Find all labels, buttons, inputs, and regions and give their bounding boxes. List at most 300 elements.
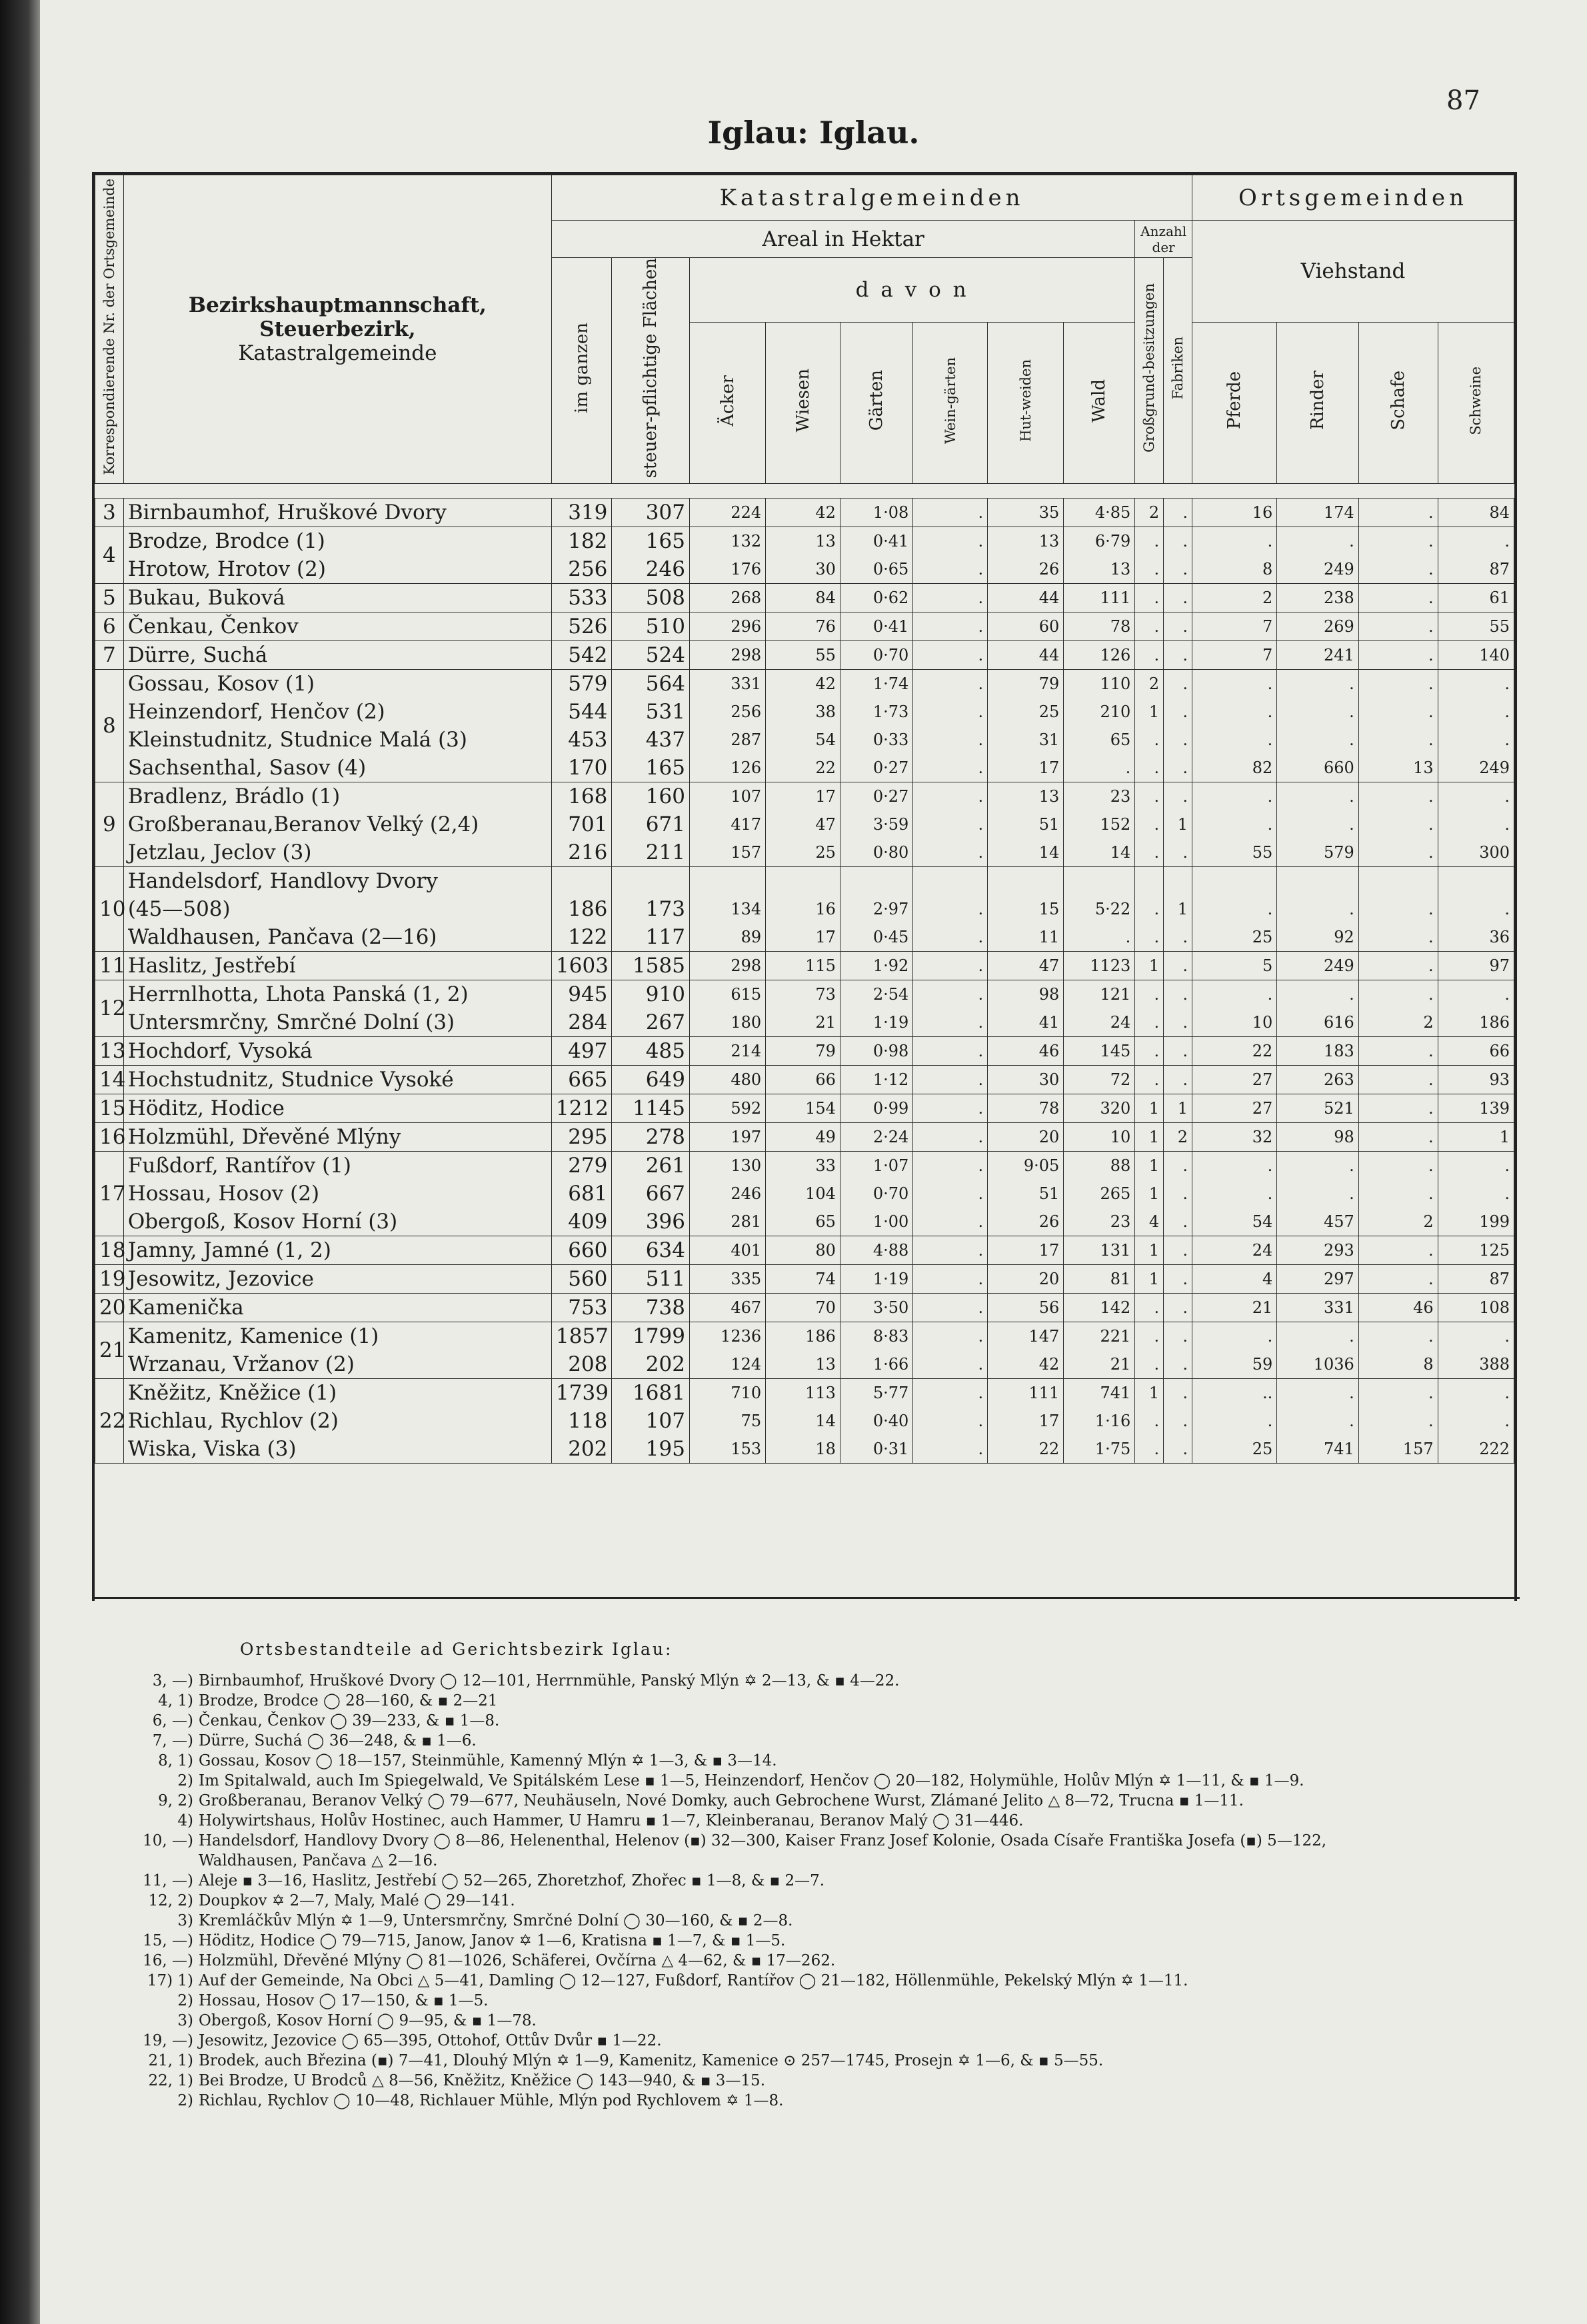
area-wald-cell: [1064, 1322, 1135, 1379]
count-fabriken: .: [1182, 1440, 1188, 1459]
count-schweine: .: [1504, 532, 1510, 551]
count-schafe-cell: [1358, 1037, 1438, 1066]
count-schweine: .: [1504, 1412, 1510, 1431]
area-taxable: 165: [645, 529, 685, 554]
count-grossgrund: .: [1154, 1327, 1160, 1346]
count-grossgrund: 2: [1148, 503, 1160, 523]
count-schweine: .: [1504, 985, 1510, 1004]
count-schafe: 2: [1423, 1212, 1434, 1232]
area-hutweiden: 17: [1038, 1412, 1060, 1431]
count-schafe: .: [1428, 560, 1434, 579]
count-schafe: .: [1428, 1384, 1434, 1403]
area-total: 319: [568, 501, 608, 525]
count-pferde: 27: [1252, 1070, 1273, 1090]
area-taxable: 437: [645, 728, 685, 752]
area-wald: 6·79: [1094, 532, 1131, 551]
area-taxable: 202: [645, 1352, 685, 1377]
count-fabriken-cell: [1164, 527, 1192, 584]
area-gaerten: 0·41: [872, 532, 909, 551]
table-row: [95, 1236, 1514, 1265]
area-total-cell: [552, 612, 612, 641]
footnote-id: 3): [177, 2012, 193, 2029]
area-wald: .: [1125, 928, 1131, 947]
area-wald: 131: [1100, 1241, 1131, 1260]
area-weingaerten: .: [978, 1241, 984, 1260]
area-hutweiden: 14: [1038, 843, 1060, 862]
district-name-cell: [123, 670, 551, 782]
footnote-line: [140, 1831, 1540, 1851]
count-schafe: .: [1428, 588, 1434, 608]
header-district: Bezirkshauptmannschaft, Steuerbezirk, Katastralgemeinde: [123, 175, 551, 484]
count-schafe: .: [1428, 1128, 1434, 1147]
area-hutweiden-cell: [988, 499, 1064, 527]
footnote-id: 19, —): [143, 2032, 193, 2049]
count-schweine: .: [1504, 730, 1510, 750]
count-fabriken: .: [1182, 1212, 1188, 1232]
count-pferde: .: [1267, 985, 1273, 1004]
area-weingaerten: .: [978, 1070, 984, 1090]
area-acker: 176: [731, 560, 762, 579]
count-fabriken: .: [1182, 985, 1188, 1004]
count-grossgrund: .: [1154, 1298, 1160, 1318]
count-pferde-cell: [1192, 1236, 1277, 1265]
area-wald-cell: [1064, 1037, 1135, 1066]
row-number: 10: [95, 867, 124, 952]
count-schweine: 87: [1489, 560, 1510, 579]
area-taxable-cell: [612, 1123, 690, 1152]
count-schafe: .: [1428, 1270, 1434, 1289]
count-pferde: 4: [1262, 1270, 1273, 1289]
header-correspondence-nr: Korrespondierende Nr. der Ortsgemeinde: [95, 175, 124, 484]
count-pferde: 55: [1252, 843, 1273, 862]
area-gaerten: 0·40: [872, 1412, 909, 1431]
count-rinder: .: [1349, 1327, 1354, 1346]
area-wald: 78: [1110, 617, 1131, 636]
area-total: 753: [568, 1296, 608, 1320]
count-schweine: .: [1504, 1384, 1510, 1403]
table-bottom-rule: [93, 1597, 1520, 1599]
area-weingaerten-cell: [913, 612, 988, 641]
count-pferde: .: [1267, 787, 1273, 806]
area-wald: 21: [1110, 1355, 1131, 1374]
table-row: [95, 1123, 1514, 1152]
count-schweine-cell: [1438, 641, 1514, 670]
count-schafe-cell: [1358, 527, 1438, 584]
count-rinder: .: [1349, 1184, 1354, 1204]
footnote-id: 7, —): [152, 1732, 193, 1749]
area-gaerten-cell: [840, 527, 912, 584]
area-wiesen: 65: [815, 1212, 836, 1232]
area-gaerten-cell: [840, 1037, 912, 1066]
count-grossgrund: .: [1154, 588, 1160, 608]
count-schweine-cell: [1438, 1379, 1514, 1464]
footnote-id: 4): [177, 1812, 193, 1829]
footnote-id: 9, 2): [158, 1792, 193, 1809]
area-wiesen: 80: [815, 1241, 836, 1260]
area-wald: 10: [1110, 1128, 1131, 1147]
area-weingaerten-cell: [913, 499, 988, 527]
count-schafe-cell: [1358, 584, 1438, 612]
count-rinder-cell: [1277, 584, 1358, 612]
district-name-cell: [123, 980, 551, 1037]
area-wiesen: 154: [805, 1099, 836, 1118]
area-wald: 121: [1100, 985, 1131, 1004]
area-taxable: 278: [645, 1125, 685, 1150]
area-taxable-cell: [612, 1236, 690, 1265]
area-hutweiden: 11: [1038, 928, 1060, 947]
area-wiesen-cell: [766, 1094, 840, 1123]
count-fabriken-cell: [1164, 499, 1192, 527]
area-taxable-cell: [612, 1066, 690, 1094]
area-weingaerten-cell: [913, 1152, 988, 1236]
count-schafe: .: [1428, 1184, 1434, 1204]
count-grossgrund: .: [1154, 843, 1160, 862]
count-schweine-cell: [1438, 1294, 1514, 1322]
footnote-text: Holzmühl, Dřevěné Mlýny ◯ 81—1026, Schäferei, Ovčírna △ 4—62, & ▪ 17—262.: [199, 1952, 836, 1969]
count-fabriken-cell: [1164, 1379, 1192, 1464]
count-rinder: 457: [1323, 1212, 1354, 1232]
area-gaerten: 3·59: [872, 815, 909, 834]
count-grossgrund-cell: [1135, 1123, 1164, 1152]
area-total: [556, 867, 607, 895]
district-name-cell: [123, 1322, 551, 1379]
count-schafe-cell: [1358, 1094, 1438, 1123]
area-taxable: 511: [645, 1267, 685, 1292]
area-total: 1857: [556, 1324, 609, 1349]
table-row: [95, 670, 1514, 782]
area-wiesen: 55: [815, 646, 836, 665]
area-total: 1739: [556, 1381, 609, 1406]
count-grossgrund: .: [1154, 900, 1160, 919]
district-name: Hochstudnitz, Studnice Vysoké: [127, 1068, 454, 1092]
area-acker-cell: [689, 1322, 765, 1379]
district-name: Haslitz, Jestřebí: [127, 954, 296, 978]
table-row: [95, 1037, 1514, 1066]
area-hutweiden-cell: [988, 584, 1064, 612]
count-grossgrund-cell: [1135, 527, 1164, 584]
area-wald: 320: [1100, 1099, 1131, 1118]
district-name-cell: [123, 527, 551, 584]
count-grossgrund-cell: [1135, 1037, 1164, 1066]
area-gaerten: 2·54: [872, 985, 909, 1004]
count-grossgrund-cell: [1135, 1094, 1164, 1123]
row-number: 4: [95, 527, 124, 584]
area-gaerten-cell: [840, 670, 912, 782]
count-schafe: .: [1428, 1327, 1434, 1346]
count-grossgrund: 2: [1148, 674, 1160, 694]
count-rinder-cell: [1277, 1123, 1358, 1152]
area-wiesen-cell: [766, 867, 840, 952]
area-total: 202: [568, 1437, 608, 1462]
table-row: [95, 952, 1514, 980]
header-schafe: Schafe: [1358, 323, 1438, 484]
district-name: Kamenitz, Kamenice (1): [127, 1324, 379, 1349]
area-taxable: 160: [645, 784, 685, 809]
footnote-text: Höditz, Hodice ◯ 79—715, Janow, Janov ✡ 1—6, Kratisna ▪ 1—7, & ▪ 1—5.: [199, 1932, 786, 1949]
count-fabriken-cell: [1164, 1322, 1192, 1379]
footnote-text: Obergoß, Kosov Horní ◯ 9—95, & ▪ 1—78.: [199, 2012, 537, 2029]
area-hutweiden-cell: [988, 1066, 1064, 1094]
row-number: 3: [95, 499, 124, 527]
area-gaerten-cell: [840, 1066, 912, 1094]
district-name: Kamenička: [127, 1296, 244, 1320]
area-hutweiden-cell: [988, 612, 1064, 641]
area-total: 409: [568, 1210, 608, 1234]
area-gaerten-cell: [840, 867, 912, 952]
district-name: Untersmrčny, Smrčné Dolní (3): [127, 1010, 455, 1035]
area-total-cell: [552, 1037, 612, 1066]
count-schweine-cell: [1438, 867, 1514, 952]
count-fabriken-cell: [1164, 867, 1192, 952]
district-name: Gossau, Kosov (1): [127, 672, 315, 696]
area-hutweiden-cell: [988, 527, 1064, 584]
area-wiesen: 66: [815, 1070, 836, 1090]
area-wiesen: 13: [815, 1355, 836, 1374]
footnote-line: [140, 1711, 1540, 1731]
area-acker-cell: [689, 612, 765, 641]
district-name: (45—508): [127, 897, 231, 922]
area-taxable: 173: [645, 897, 685, 922]
count-fabriken-cell: [1164, 1294, 1192, 1322]
count-fabriken: .: [1182, 1070, 1188, 1090]
footnote-id: 11, —): [143, 1872, 193, 1889]
area-taxable-cell: [612, 584, 690, 612]
area-weingaerten-cell: [913, 1379, 988, 1464]
area-weingaerten-cell: [913, 527, 988, 584]
count-pferde-cell: [1192, 499, 1277, 527]
count-fabriken: .: [1182, 787, 1188, 806]
header-rinder: Rinder: [1277, 323, 1358, 484]
area-total: 544: [568, 700, 608, 724]
area-taxable-cell: [612, 952, 690, 980]
count-schweine: .: [1504, 787, 1510, 806]
area-taxable: 738: [645, 1296, 685, 1320]
footnote-text: Brodze, Brodce ◯ 28—160, & ▪ 2—21: [199, 1692, 498, 1710]
area-gaerten: 1·66: [872, 1355, 909, 1374]
count-pferde: .: [1267, 1156, 1273, 1176]
count-schafe-cell: [1358, 499, 1438, 527]
area-hutweiden-cell: [988, 1379, 1064, 1464]
count-schweine: .: [1504, 1184, 1510, 1204]
area-taxable: 396: [645, 1210, 685, 1234]
area-gaerten-cell: [840, 1094, 912, 1123]
district-name: Richlau, Rychlov (2): [127, 1409, 339, 1434]
area-wald: 13: [1110, 560, 1131, 579]
area-acker: 132: [731, 532, 762, 551]
footnote-text: Brodek, auch Březina (▪) 7—41, Dlouhý Mlýn ✡ 1—9, Kamenitz, Kamenice ⊙ 257—1745, Prosejn ✡ 1—6, & ▪ 5—55.: [199, 2052, 1104, 2069]
area-wald: 4·85: [1094, 503, 1131, 523]
count-schweine: [1442, 867, 1510, 895]
district-name: Jamny, Jamné (1, 2): [127, 1238, 331, 1263]
area-weingaerten-cell: [913, 1236, 988, 1265]
count-rinder-cell: [1277, 1066, 1358, 1094]
area-total-cell: [552, 670, 612, 782]
table-row: [95, 782, 1514, 867]
area-hutweiden-cell: [988, 1094, 1064, 1123]
row-number: 7: [95, 641, 124, 670]
area-gaerten: 1·92: [872, 956, 909, 976]
count-schweine: .: [1504, 815, 1510, 834]
count-fabriken: .: [1182, 617, 1188, 636]
area-acker: 467: [731, 1298, 762, 1318]
district-name-cell: [123, 1094, 551, 1123]
area-taxable: 671: [645, 812, 685, 837]
area-gaerten: [844, 867, 908, 895]
area-hutweiden-cell: [988, 1236, 1064, 1265]
count-schafe: .: [1428, 1241, 1434, 1260]
count-rinder: 249: [1323, 560, 1354, 579]
area-wald: 23: [1110, 1212, 1131, 1232]
count-schweine: .: [1504, 1156, 1510, 1176]
count-pferde: 2: [1262, 588, 1273, 608]
count-fabriken: [1168, 867, 1188, 895]
statistics-table-frame: [92, 172, 1517, 1601]
area-wiesen: 16: [815, 900, 836, 919]
count-schafe-cell: [1358, 641, 1438, 670]
district-name: Herrnlhotta, Lhota Panská (1, 2): [127, 982, 469, 1007]
area-acker-cell: [689, 1236, 765, 1265]
area-acker-cell: [689, 527, 765, 584]
row-number: 18: [95, 1236, 124, 1265]
count-schweine: 222: [1479, 1440, 1510, 1459]
count-fabriken-cell: [1164, 782, 1192, 867]
district-name: Dürre, Suchá: [127, 643, 268, 668]
count-grossgrund: .: [1154, 1042, 1160, 1061]
count-rinder-cell: [1277, 1322, 1358, 1379]
count-pferde-cell: [1192, 1123, 1277, 1152]
area-gaerten: 0·65: [872, 560, 909, 579]
area-taxable: 634: [645, 1238, 685, 1263]
area-weingaerten: .: [978, 503, 984, 523]
page-number: 87: [1446, 85, 1480, 116]
footnote-text: Čenkau, Čenkov ◯ 39—233, & ▪ 1—8.: [199, 1712, 500, 1730]
count-rinder-cell: [1277, 499, 1358, 527]
area-hutweiden: 78: [1038, 1099, 1060, 1118]
area-acker-cell: [689, 1265, 765, 1294]
footnote-id: 8, 1): [158, 1752, 193, 1769]
area-wald: [1068, 867, 1130, 895]
count-schweine: 108: [1479, 1298, 1510, 1318]
count-fabriken: .: [1182, 702, 1188, 722]
count-pferde: 22: [1252, 1042, 1273, 1061]
count-rinder: .: [1349, 730, 1354, 750]
count-schafe-cell: [1358, 1322, 1438, 1379]
count-fabriken-cell: [1164, 1152, 1192, 1236]
area-wald: 741: [1100, 1384, 1131, 1403]
area-weingaerten: .: [978, 1128, 984, 1147]
area-taxable: 1145: [633, 1096, 685, 1121]
area-gaerten: 0·99: [872, 1099, 909, 1118]
row-number: 15: [95, 1094, 124, 1123]
area-wald-cell: [1064, 1236, 1135, 1265]
count-rinder: .: [1349, 900, 1354, 919]
footnote-text: Waldhausen, Pančava △ 2—16.: [199, 1852, 438, 1869]
count-fabriken: .: [1182, 730, 1188, 750]
row-number: 14: [95, 1066, 124, 1094]
count-schweine: 66: [1489, 1042, 1510, 1061]
area-wiesen: 17: [815, 787, 836, 806]
count-grossgrund-cell: [1135, 1379, 1164, 1464]
count-schafe: .: [1428, 1156, 1434, 1176]
row-number: 22: [95, 1379, 124, 1464]
area-acker: 256: [731, 702, 762, 722]
area-taxable: 910: [645, 982, 685, 1007]
area-wald: 1·75: [1094, 1440, 1131, 1459]
area-wiesen: 76: [815, 617, 836, 636]
area-acker: 592: [731, 1099, 762, 1118]
table-row: [95, 980, 1514, 1037]
area-weingaerten: .: [978, 1440, 984, 1459]
footnote-text: Gossau, Kosov ◯ 18—157, Steinmühle, Kamenný Mlýn ✡ 1—3, & ▪ 3—14.: [199, 1752, 777, 1769]
area-wald: 24: [1110, 1013, 1131, 1032]
area-gaerten-cell: [840, 1322, 912, 1379]
count-schweine: 199: [1479, 1212, 1510, 1232]
area-acker-cell: [689, 1037, 765, 1066]
district-name-cell: [123, 1066, 551, 1094]
area-taxable: 1585: [633, 954, 685, 978]
area-taxable: 531: [645, 700, 685, 724]
count-fabriken-cell: [1164, 584, 1192, 612]
area-hutweiden: 20: [1038, 1128, 1060, 1147]
area-total: 560: [568, 1267, 608, 1292]
area-taxable-cell: [612, 1094, 690, 1123]
area-gaerten: 0·27: [872, 787, 909, 806]
area-hutweiden: 79: [1038, 674, 1060, 694]
area-hutweiden-cell: [988, 1265, 1064, 1294]
area-acker-cell: [689, 670, 765, 782]
row-number: 17: [95, 1152, 124, 1236]
area-wiesen-cell: [766, 641, 840, 670]
count-pferde-cell: [1192, 1379, 1277, 1464]
district-name-cell: [123, 1265, 551, 1294]
area-total: 497: [568, 1039, 608, 1064]
area-gaerten-cell: [840, 1152, 912, 1236]
district-name: Kleinstudnitz, Studnice Malá (3): [127, 728, 467, 752]
area-gaerten: 0·41: [872, 617, 909, 636]
area-acker: 401: [731, 1241, 762, 1260]
footnote-id: 3, —): [152, 1672, 193, 1690]
count-grossgrund: .: [1154, 532, 1160, 551]
row-number: 8: [95, 670, 124, 782]
count-schafe-cell: [1358, 980, 1438, 1037]
area-wiesen: 42: [815, 503, 836, 523]
area-wiesen: 73: [815, 985, 836, 1004]
count-schafe-cell: [1358, 612, 1438, 641]
area-taxable-cell: [612, 867, 690, 952]
footnote-id: 22, 1): [148, 2072, 193, 2089]
count-schweine-cell: [1438, 584, 1514, 612]
row-number: 19: [95, 1265, 124, 1294]
area-wiesen-cell: [766, 1322, 840, 1379]
count-schafe: 2: [1423, 1013, 1434, 1032]
count-schafe: .: [1428, 532, 1434, 551]
district-name-cell: [123, 1152, 551, 1236]
count-schafe-cell: [1358, 952, 1438, 980]
count-grossgrund: .: [1154, 1440, 1160, 1459]
count-fabriken-cell: [1164, 952, 1192, 980]
area-acker-cell: [689, 1294, 765, 1322]
count-grossgrund: .: [1154, 1070, 1160, 1090]
area-taxable-cell: [612, 980, 690, 1037]
count-schweine-cell: [1438, 1037, 1514, 1066]
count-rinder: .: [1349, 985, 1354, 1004]
count-schweine-cell: [1438, 980, 1514, 1037]
count-fabriken: .: [1182, 674, 1188, 694]
area-hutweiden: 17: [1038, 758, 1060, 778]
footnote-text: Doupkov ✡ 2—7, Maly, Malé ◯ 29—141.: [199, 1892, 515, 1909]
count-schweine-cell: [1438, 952, 1514, 980]
area-weingaerten-cell: [913, 1066, 988, 1094]
